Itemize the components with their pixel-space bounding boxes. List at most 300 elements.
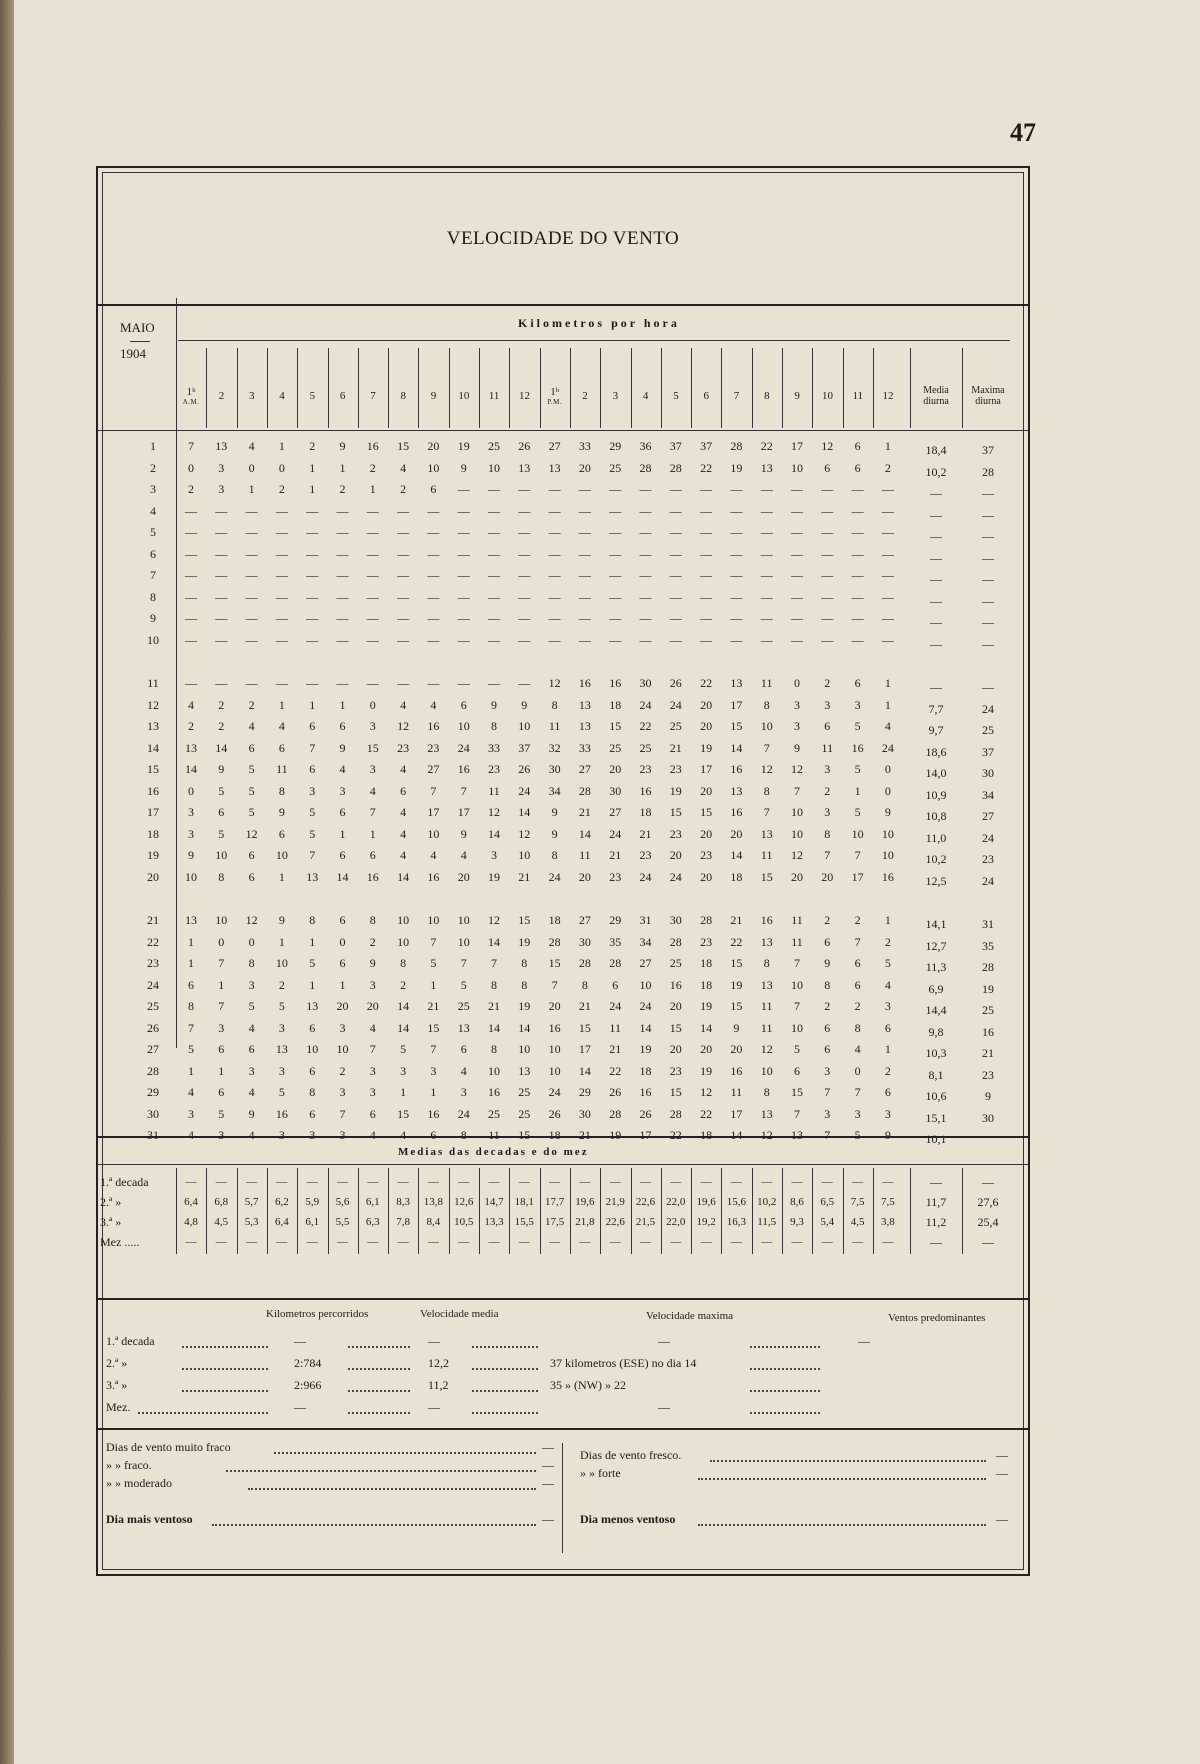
hourly-value: 18 [639, 805, 652, 819]
hourly-value: 37 [700, 439, 713, 453]
hourly-value: — [275, 568, 288, 582]
hourly-value: — [336, 676, 349, 690]
hourly-value: 1 [218, 1063, 225, 1078]
hourly-value: — [275, 546, 288, 561]
hourly-value: 19 [488, 869, 500, 884]
column-divider [509, 348, 510, 428]
daily-max: 30 [982, 1110, 994, 1125]
daily-mean: 10,9 [925, 787, 947, 802]
hourly-value: — [639, 589, 652, 604]
daily-max: 27 [982, 809, 994, 823]
hourly-value: 14 [397, 1020, 410, 1035]
hourly-value: 7 [430, 1042, 437, 1056]
hourly-value: 10 [760, 1063, 773, 1078]
daily-max: 9 [985, 1089, 991, 1103]
hourly-value: 5 [188, 1042, 194, 1056]
hour-label: 5 [673, 390, 679, 402]
decade-value: — [852, 1236, 864, 1248]
hourly-value: 23 [700, 934, 713, 949]
hourly-value: 1 [339, 697, 346, 712]
hourly-value: 11 [760, 676, 773, 690]
hourly-value: — [730, 482, 743, 496]
daily-max: — [982, 615, 994, 629]
hourly-value: 2 [309, 439, 316, 453]
hourly-value: 3 [218, 1128, 225, 1142]
hourly-value: — [366, 525, 379, 539]
day-number: 19 [147, 848, 159, 862]
hourly-value: 2 [339, 482, 346, 496]
hourly-value: 13 [518, 460, 531, 475]
decade-value: — [246, 1176, 258, 1188]
hourly-value: — [518, 482, 531, 496]
hourly-value: 22 [700, 460, 713, 475]
hourly-value: 28 [669, 460, 682, 475]
hourly-value: 21 [639, 826, 652, 841]
hourly-value: — [881, 525, 894, 539]
hour-header [721, 368, 751, 424]
hourly-value: — [518, 676, 531, 690]
column-divider [631, 1168, 632, 1254]
hourly-value: 9 [339, 439, 346, 453]
hourly-value: 10 [488, 1063, 500, 1078]
footer-dots [212, 1524, 536, 1526]
hourly-value: 13 [730, 676, 743, 690]
decade-value: 6,4 [184, 1196, 198, 1208]
hourly-value: — [336, 568, 349, 582]
hourly-value: 7 [763, 805, 770, 819]
hourly-value: — [639, 632, 652, 647]
decade-value: — [246, 1236, 258, 1248]
decade-value: 8,4 [426, 1216, 441, 1228]
hourly-value: 13 [215, 439, 228, 453]
hourly-value: — [488, 525, 500, 539]
day-number: 5 [150, 525, 156, 539]
hourly-value: — [245, 611, 258, 625]
hourly-value: 6 [339, 956, 346, 970]
hourly-value: 16 [639, 1085, 652, 1099]
hourly-value: 9 [188, 848, 194, 862]
hourly-value: 16 [730, 1063, 743, 1078]
hourly-value: 14 [488, 934, 500, 949]
day-number: 26 [147, 1020, 159, 1035]
decade-value: — [549, 1236, 561, 1248]
daily-mean: 10,2 [925, 464, 947, 479]
hourly-value: 4 [400, 826, 407, 841]
hourly-value: 13 [578, 719, 591, 733]
hourly-value: 15 [700, 805, 713, 819]
hourly-value: 5 [248, 805, 255, 819]
decade-label: 2.ª » [100, 1195, 122, 1209]
decade-value: 13,3 [484, 1216, 504, 1228]
hourly-value: — [851, 503, 864, 518]
day-number: 13 [147, 719, 159, 733]
leader-dots [750, 1368, 820, 1370]
hourly-value: 22 [609, 1063, 622, 1078]
hourly-value: 0 [339, 934, 346, 949]
hourly-value: 20 [578, 460, 591, 475]
hourly-value: 26 [548, 1106, 561, 1121]
decade-value: — [730, 1176, 742, 1188]
hourly-value: — [639, 546, 652, 561]
hourly-value: — [488, 676, 500, 690]
decade-value: 15,5 [514, 1216, 534, 1228]
hourly-value: 10 [427, 913, 440, 927]
decade-value: 5,3 [244, 1216, 259, 1228]
year-label: 1904 [120, 346, 146, 361]
hourly-value: 6 [248, 740, 255, 755]
hourly-value: 10 [275, 848, 288, 862]
hourly-value: — [306, 611, 319, 625]
hourly-value: — [730, 525, 743, 539]
hourly-value: 15 [427, 1020, 440, 1035]
footer-dots [226, 1470, 536, 1472]
summary-vmax: — [658, 1400, 670, 1414]
hourly-value: — [306, 632, 319, 647]
hourly-value: 6 [612, 977, 619, 992]
hourly-value: 16 [639, 783, 652, 798]
day-number: 2 [150, 460, 156, 475]
hourly-value: — [215, 676, 228, 690]
hourly-value: 3 [854, 697, 861, 712]
hourly-value: — [821, 525, 834, 539]
hourly-value: — [821, 482, 834, 496]
hourly-value: 11 [488, 783, 500, 798]
hourly-value: 3 [400, 1063, 407, 1078]
hourly-value: — [518, 568, 531, 582]
hour-header [237, 368, 267, 424]
column-divider [812, 1168, 813, 1254]
hourly-value: — [397, 568, 410, 582]
hourly-value: 10 [548, 1042, 561, 1056]
summary-header-vmedia: Velocidade media [420, 1308, 499, 1320]
hourly-value: 14 [578, 1063, 591, 1078]
hourly-value: 20 [427, 439, 440, 453]
hourly-value: — [669, 525, 682, 539]
hourly-value: — [609, 589, 622, 604]
hourly-value: 12 [397, 719, 410, 733]
decade-label: 3.ª » [100, 1215, 122, 1229]
hourly-value: 9 [551, 826, 558, 841]
book-spine [0, 0, 14, 1764]
hourly-value: 17 [851, 869, 864, 884]
hourly-value: 23 [488, 762, 500, 776]
table-frame [96, 166, 1030, 1576]
column-divider [631, 348, 632, 428]
hourly-value: 14 [700, 1020, 713, 1035]
hourly-value: 26 [609, 1085, 622, 1099]
hourly-value: — [457, 589, 470, 604]
hour-label: 2 [218, 390, 225, 402]
hourly-value: — [336, 589, 349, 604]
hourly-value: 9 [884, 805, 891, 819]
hourly-value: — [397, 676, 410, 690]
column-divider [570, 1168, 571, 1254]
hourly-value: — [730, 503, 743, 518]
hourly-value: 2 [218, 719, 225, 733]
decade-value: — [367, 1176, 379, 1188]
summary-vmedia: — [428, 1334, 440, 1348]
decade-top-rule [98, 1136, 1028, 1138]
hourly-value: 14 [488, 826, 500, 841]
hourly-value: 16 [488, 1085, 500, 1099]
hourly-value: 14 [397, 999, 410, 1013]
hourly-value: 5 [218, 1106, 225, 1121]
hourly-value: — [488, 611, 500, 625]
hourly-value: 22 [669, 1128, 682, 1142]
hourly-value: 2 [824, 913, 831, 927]
decade-value: 5,6 [335, 1196, 350, 1208]
decade-value: — [306, 1176, 318, 1188]
hourly-value: — [851, 525, 864, 539]
leader-dots [182, 1368, 268, 1370]
hourly-value: — [488, 482, 500, 496]
hourly-value: 2 [400, 977, 407, 992]
hourly-value: 8 [218, 869, 225, 884]
hourly-value: 19 [730, 460, 743, 475]
hour-label: 6 [703, 390, 709, 402]
hourly-value: 17 [427, 805, 440, 819]
daily-max: — [982, 636, 994, 651]
column-divider [873, 348, 874, 428]
hourly-value: 10 [791, 977, 803, 992]
summary-km: — [294, 1334, 306, 1348]
hourly-value: 7 [188, 1020, 194, 1035]
hourly-value: 17 [730, 697, 743, 712]
hourly-value: 11 [760, 999, 773, 1013]
hourly-value: 4 [339, 762, 346, 776]
hourly-value: — [185, 676, 197, 690]
day-number: 15 [147, 762, 159, 776]
hourly-value: — [275, 632, 288, 647]
hourly-value: — [609, 503, 622, 518]
decade-value: 22,6 [605, 1216, 625, 1228]
hourly-value: 28 [609, 1106, 622, 1121]
hour-header [206, 368, 236, 424]
decade-value: 6,2 [275, 1196, 289, 1208]
hourly-value: 18 [700, 1128, 713, 1142]
column-divider [267, 1168, 268, 1254]
daily-mean: 18,4 [925, 443, 947, 457]
daily-max: 28 [982, 960, 994, 974]
hourly-value: 28 [669, 934, 682, 949]
leader-dots [472, 1390, 538, 1392]
hourly-value: 3 [854, 1106, 861, 1121]
decade-value: — [215, 1236, 227, 1248]
summary-km: — [294, 1400, 306, 1414]
hour-header [267, 368, 297, 424]
hourly-value: — [275, 676, 288, 690]
hourly-value: 9 [460, 460, 467, 475]
hourly-value: 3 [884, 1106, 891, 1121]
hourly-value: 24 [457, 740, 470, 755]
hourly-value: 13 [791, 1128, 803, 1142]
hourly-value: 9 [733, 1020, 740, 1035]
hourly-value: 0 [278, 460, 285, 475]
hourly-value: 28 [639, 460, 652, 475]
daily-mean: 14,1 [925, 917, 947, 931]
hourly-value: 6 [854, 956, 861, 970]
hourly-value: 5 [400, 1042, 407, 1056]
hour-header [661, 368, 691, 424]
hourly-value: — [578, 546, 591, 561]
hourly-value: — [457, 611, 470, 625]
hourly-value: 13 [578, 697, 591, 712]
hourly-value: 12 [821, 439, 834, 453]
hour-label: 5 [309, 390, 316, 402]
hourly-value: 15 [518, 913, 531, 927]
hourly-value: 3 [460, 1085, 467, 1099]
hourly-value: 10 [397, 934, 410, 949]
hourly-value: 5 [248, 783, 255, 798]
hourly-value: 24 [518, 783, 531, 798]
hourly-value: 5 [854, 1128, 861, 1142]
hourly-value: 14 [730, 848, 743, 862]
hourly-value: — [215, 525, 228, 539]
hourly-value: 30 [578, 1106, 591, 1121]
daily-max: 28 [982, 464, 994, 479]
summary-vmax: 35 » (NW) » 22 [550, 1378, 626, 1392]
daily-max: — [982, 486, 994, 500]
hourly-value: 8 [551, 848, 558, 862]
hourly-value: 16 [366, 439, 379, 453]
hourly-value: 14 [730, 1128, 743, 1142]
hourly-value: 20 [336, 999, 349, 1013]
hourly-value: 4 [248, 1085, 255, 1099]
hourly-value: — [336, 632, 349, 647]
hourly-value: 1 [278, 934, 285, 949]
hourly-value: 7 [794, 1106, 800, 1121]
hourly-value: 2 [824, 999, 831, 1013]
daily-mean: — [930, 680, 942, 694]
hourly-value: 1 [884, 676, 891, 690]
hourly-value: 26 [639, 1106, 652, 1121]
hourly-value: 6 [824, 1042, 831, 1056]
day-number: 22 [147, 934, 159, 949]
hourly-value: — [427, 503, 440, 518]
column-divider [962, 1168, 963, 1254]
day-number: 3 [150, 482, 156, 496]
decade-value: — [670, 1236, 682, 1248]
column-divider [540, 1168, 541, 1254]
hourly-value: — [518, 611, 531, 625]
hourly-value: — [518, 525, 531, 539]
hourly-value: 17 [791, 439, 803, 453]
hourly-value: 1 [188, 1063, 194, 1078]
hourly-value: — [427, 676, 440, 690]
hourly-value: 19 [518, 934, 531, 949]
hourly-value: 14 [578, 826, 591, 841]
hour-label: 10 [821, 390, 833, 402]
summary-header-km: Kilometros percorridos [266, 1308, 369, 1320]
daily-max: — [982, 550, 994, 565]
hour-label: 1ʰ [550, 386, 560, 398]
hourly-value: 20 [457, 869, 470, 884]
hourly-value: 36 [639, 439, 652, 453]
hourly-value: 16 [669, 977, 682, 992]
decade-max: — [982, 1175, 994, 1189]
hourly-value: 5 [309, 826, 316, 841]
hourly-value: — [215, 568, 228, 582]
column-divider [328, 348, 329, 428]
hourly-value: 6 [460, 697, 467, 712]
hourly-value: 30 [669, 913, 682, 927]
hourly-value: 10 [488, 460, 500, 475]
hourly-value: 4 [460, 848, 467, 862]
day-number: 14 [147, 740, 159, 755]
hourly-value: — [366, 676, 379, 690]
hourly-value: 7 [369, 805, 376, 819]
summary-vmedia: 12,2 [428, 1356, 449, 1370]
summary-header-vmax: Velocidade maxima [646, 1310, 734, 1322]
daily-max: — [982, 593, 994, 608]
hourly-value: 8 [521, 956, 528, 970]
column-divider [479, 348, 480, 428]
hourly-value: 0 [248, 460, 255, 475]
hourly-value: 10 [791, 826, 803, 841]
hourly-value: 6 [278, 826, 285, 841]
hourly-value: — [366, 546, 379, 561]
daily-max: 19 [982, 981, 994, 996]
hourly-value: 1 [400, 1085, 407, 1099]
hourly-value: 21 [427, 999, 440, 1013]
hourly-value: 22 [760, 439, 773, 453]
hourly-value: 4 [884, 977, 891, 992]
hourly-value: — [548, 525, 561, 539]
hourly-value: 15 [669, 805, 682, 819]
hourly-value: 2 [188, 482, 194, 496]
hourly-value: 6 [824, 1020, 831, 1035]
decade-value: 5,4 [820, 1216, 835, 1228]
hourly-value: — [548, 568, 561, 582]
hourly-value: 3 [430, 1063, 437, 1078]
hourly-value: — [397, 632, 410, 647]
daily-max: — [982, 680, 994, 694]
decade-value: 16,3 [726, 1216, 747, 1228]
hourly-value: 15 [548, 956, 561, 970]
hourly-value: 11 [609, 1020, 621, 1035]
hourly-value: — [791, 568, 803, 582]
decade-value: — [700, 1236, 712, 1248]
hourly-value: — [791, 632, 803, 647]
decade-value: — [488, 1236, 500, 1248]
hourly-value: 12 [245, 826, 258, 841]
hourly-value: — [578, 589, 591, 604]
hourly-value: 21 [609, 848, 622, 862]
hourly-value: — [730, 546, 743, 561]
decade-value: 18,1 [514, 1196, 534, 1208]
hourly-value: 3 [369, 762, 376, 776]
hourly-value: 3 [369, 1085, 376, 1099]
hourly-value: 4 [400, 1128, 407, 1142]
hourly-value: 20 [669, 1042, 682, 1056]
hourly-value: 6 [248, 1042, 255, 1056]
hourly-value: 14 [185, 762, 197, 776]
hourly-value: — [881, 589, 894, 604]
hourly-value: 10 [791, 805, 803, 819]
hourly-value: — [457, 632, 470, 647]
hourly-value: 15 [518, 1128, 531, 1142]
hourly-value: — [881, 611, 894, 625]
hourly-value: 1 [309, 977, 316, 992]
hourly-value: 6 [218, 1085, 225, 1099]
footer-dash: — [542, 1512, 554, 1526]
hourly-value: — [336, 503, 349, 518]
day-number: 12 [147, 697, 159, 712]
hourly-value: — [821, 503, 834, 518]
hourly-value: 2 [824, 783, 831, 798]
hourly-value: 13 [760, 1106, 773, 1121]
hourly-value: 10 [639, 977, 652, 992]
